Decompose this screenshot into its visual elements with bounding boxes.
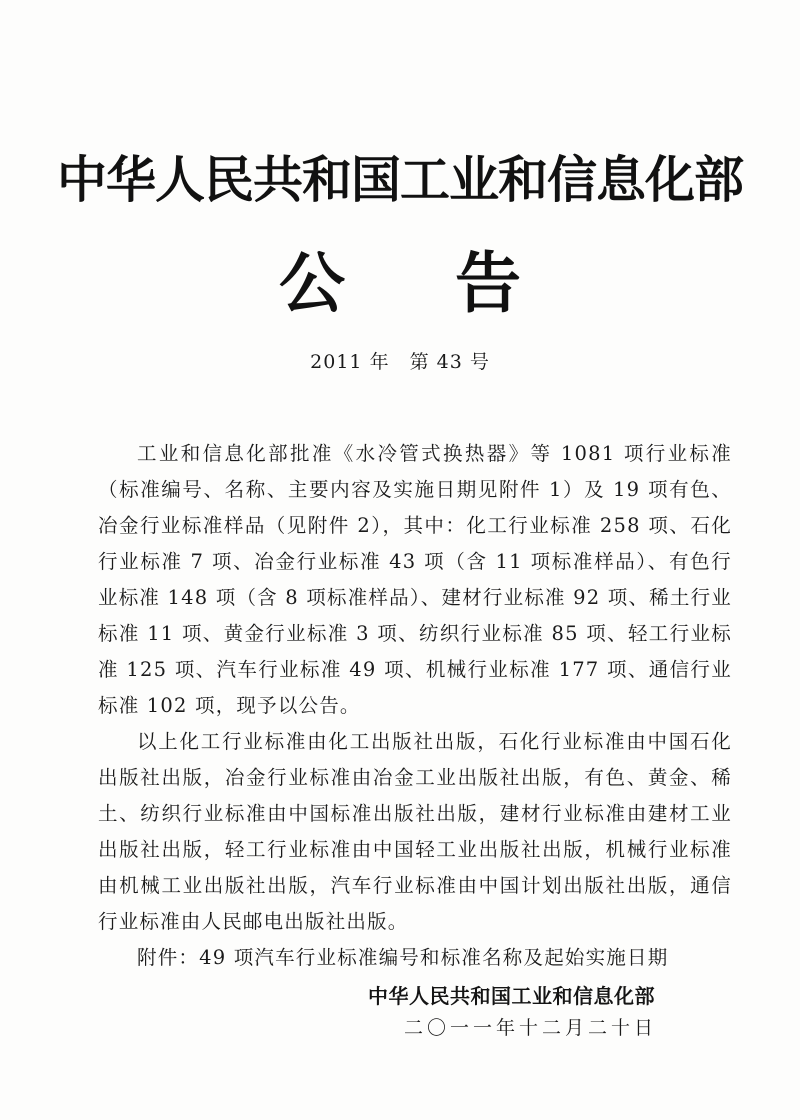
body-paragraph-publishers: 以上化工行业标准由化工出版社出版，石化行业标准由中国石化出版社出版，冶金行业标准由冶金工业出版社出版，有色、黄金、稀土、纺织行业标准由中国标准出版社出版，建材行业标准由建材工业出版社出版，轻工行业标准由中国轻工业出版社出版，机械行业标准由机械工业出版社出版，汽车行业标准由中国计划出版社出版，通信行业标准由人民邮电出版社出版。	[98, 730, 732, 933]
body-paragraph-attachment: 附件：49 项汽车行业标准编号和标准名称及起始实施日期	[137, 946, 669, 969]
document-number: 2011 年 第 43 号	[310, 351, 490, 373]
notice-title: 公告	[279, 245, 631, 322]
signature-organization: 中华人民共和国工业和信息化部	[368, 984, 655, 1008]
ministry-heading: 中华人民共和国工业和信息化部	[57, 151, 743, 209]
body-paragraph-approval: 工业和信息化部批准《水冷管式换热器》等 1081 项行业标准（标准编号、名称、主要内容及实施日期见附件 1）及 19 项有色、冶金行业标准样品（见附件 2），其中：化工行业标准 258 项、石化行业标准 7 项、冶金行业标准 43 项（含 11 项标准样品）、有色行业标准 148 项（含 8 项标准样品）、建材行业标准 92 项、稀土行业标准 11 项、黄金行业标准 3 项、纺织行业标准 85 项、轻工行业标准 125 项、汽车行业标准 49 项、机械行业标准 177 项、通信行业标准 102 项，现予以公告。	[98, 442, 732, 717]
notice-body	[98, 436, 732, 976]
signature-date: 二〇一一年十二月二十日	[404, 1017, 658, 1039]
